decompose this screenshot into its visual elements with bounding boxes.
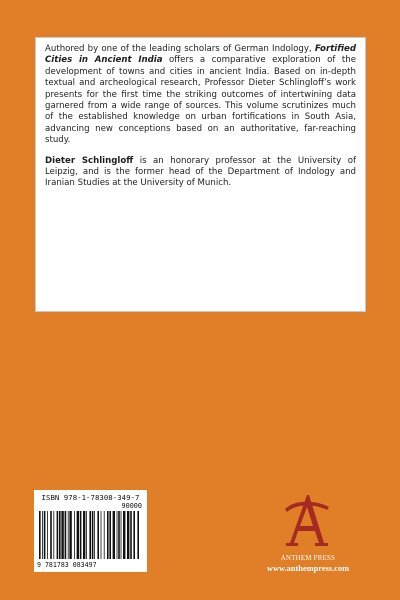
barcode-icon — [39, 511, 142, 561]
barcode-addon-digits: 90000 — [121, 502, 142, 510]
back-cover-blurb — [35, 37, 366, 312]
isbn-barcode-block — [34, 490, 147, 572]
anthem-press-logo-icon — [279, 491, 335, 553]
author-bio-paragraph — [45, 156, 356, 190]
publisher-url[interactable]: www.anthempress.com — [266, 564, 350, 573]
barcode-digits: 9 781783 083497 — [37, 561, 97, 569]
description-body: offers a comparative exploration of the development of towns and cities in ancient India. Based on in-depth textual and archeological research, Professor Dieter Schlingloff’s work presents for the first time the striking outcomes of intertwining data garnered from a wide range of sources. This volume scrutinizes much of the established knowledge on urban fortifications in South Asia, advancing new conceptions based on an authoritative, far-reaching study. — [45, 55, 356, 146]
description-paragraph — [45, 44, 356, 147]
author-bio: is an honorary professor at the University of Leipzig, and is the former head of the Department of Indology and Iranian Studies at the University of Munich. — [45, 155, 356, 189]
author-name: Dieter Schlingloff — [45, 155, 134, 166]
publisher-name: ANTHEM PRESS — [280, 555, 336, 562]
isbn-label: ISBN 978-1-78308-349-7 — [41, 493, 140, 502]
book-title: Fortified Cities in Ancient India — [45, 44, 356, 66]
description-lead: Authored by one of the leading scholars of German Indology, — [45, 44, 315, 54]
